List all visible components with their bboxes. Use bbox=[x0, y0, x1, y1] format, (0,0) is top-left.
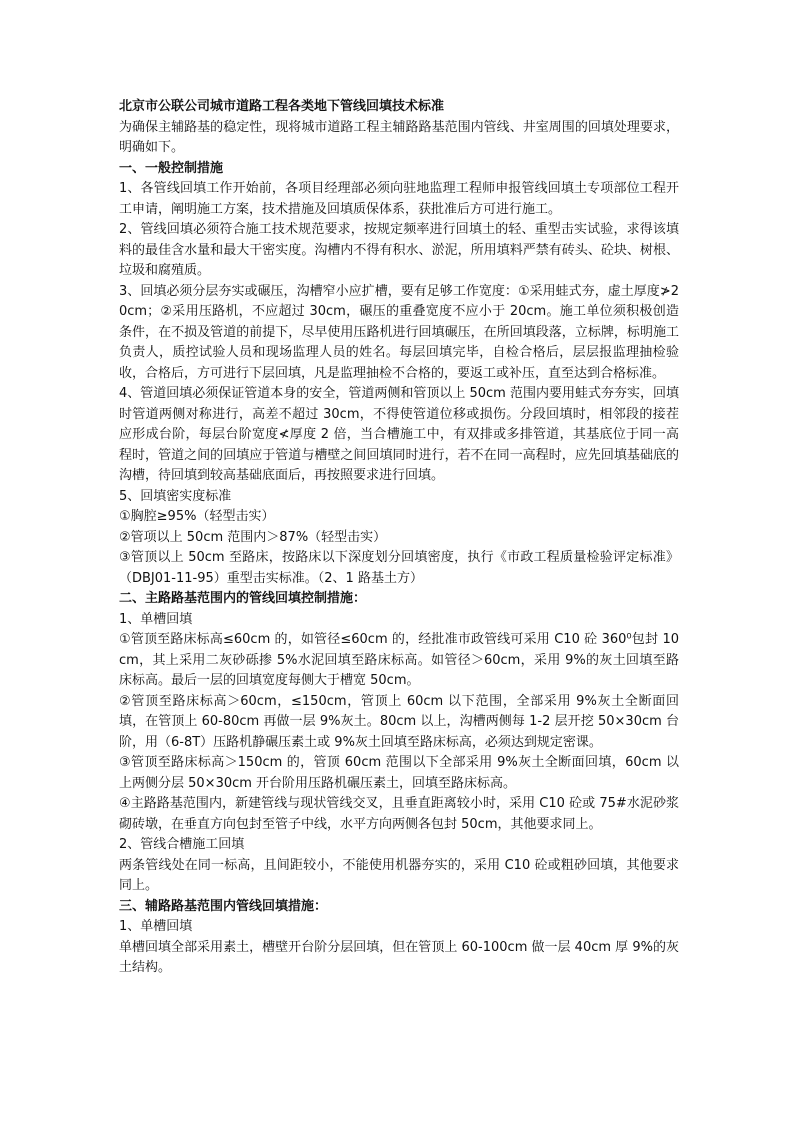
intro-paragraph: 为确保主辅路基的稳定性，现将城市道路工程主辅路路基范围内管线、井室周围的回填处理要求，明确如下。 bbox=[119, 119, 679, 155]
section-2-sub-1: 1、单槽回填 bbox=[119, 611, 193, 627]
section-1-heading: 一、一般控制措施 bbox=[119, 160, 224, 176]
section-3-item-1a: 单槽回填全部采用素土，槽壁开台阶分层回填，但在管顶上 60-100cm 做一层 40cm 厚 9%的灰土结构。 bbox=[119, 939, 679, 975]
section-2-item-1a: ①管顶至路床标高≤60cm 的，如管径≤60cm 的，经批准市政管线可采用 C10 砼 360⁰包封 10cm，其上采用二灰砂砾掺 5%水泥回填至路床标高。如管径＞60cm，采用 9%的灰土回填至路床标高。最后一层的回填宽度每侧大于槽宽 50cm。 bbox=[119, 632, 679, 688]
section-3-heading: 三、辅路路基范围内管线回填措施： bbox=[119, 898, 328, 914]
document-page bbox=[119, 97, 679, 979]
section-2-item-2a: 两条管线处在同一标高，且间距较小，不能使用机器夯实的，采用 C10 砼或粗砂回填，其他要求同上。 bbox=[119, 857, 679, 893]
section-1-item-5b: ②管项以上 50cm 范围内＞87%（轻型击实） bbox=[119, 529, 387, 545]
document-title: 北京市公联公司城市道路工程各类地下管线回填技术标准 bbox=[119, 99, 445, 114]
section-1-item-4: 4、管道回填必须保证管道本身的安全，管道两侧和管顶以上 50cm 范围内要用蛙式夯夯实，回填时管道两侧对称进行，高差不超过 30cm，不得使管道位移或损伤。分段回填时，相邻段的接茬应形成台阶，每层台阶宽度≮厚度 2 倍，当合槽施工中，有双排或多排管道，其基底位于同一高程时，管道之间的回填应于管道与槽壁之间回填同时进行，若不在同一高程时，应先回填基础底的沟槽，待回填到较高基础底面后，再按照要求进行回填。 bbox=[119, 386, 679, 483]
section-2-item-1c: ③管顶至路床标高＞150cm 的，管顶 60cm 范围以下全部采用 9%灰土全断面回填，60cm 以上两侧分层 50×30cm 开台阶用压路机碾压素土，回填至路床标高。 bbox=[119, 755, 679, 791]
section-1-item-5c: ③管顶以上 50cm 至路床，按路床以下深度划分回填密度，执行《市政工程质量检验评定标准》（DBJ01-11-95）重型击实标准。（2、1 路基土方） bbox=[119, 550, 679, 586]
section-2-sub-2: 2、管线合槽施工回填 bbox=[119, 837, 245, 852]
section-1-item-1: 1、各管线回填工作开始前，各项目经理部必须向驻地监理工程师申报管线回填土专项部位工程开工申请，阐明施工方案，技术措施及回填质保体系，获批准后方可进行施工。 bbox=[119, 181, 679, 217]
section-1-item-3: 3、回填必须分层夯实或碾压，沟槽窄小应扩槽，要有足够工作宽度：①采用蛙式夯，虚土厚度≯20cm；②采用压路机，不应超过 30cm，碾压的重叠宽度不应小于 20cm。施工单位须积极创造条件，在不损及管道的前提下，尽早使用压路机进行回填碾压，在所回填段落，立标牌，标明施工负责人，质控试验人员和现场监理人员的姓名。每层回填完毕，自检合格后，层层报监理抽检验收，合格后，方可进行下层回填，凡是监理抽检不合格的，要返工或补压，直至达到合格标准。 bbox=[119, 283, 679, 381]
section-1-item-5: 5、回填密实度标准 bbox=[119, 488, 232, 504]
section-2-heading: 二、主路路基范围内的管线回填控制措施： bbox=[119, 591, 367, 606]
section-2-item-1d: ④主路路基范围内，新建管线与现状管线交叉，且垂直距离较小时，采用 C10 砼或 75#水泥砂浆砌砖墩，在垂直方向包封至管子中线，水平方向两侧各包封 50cm，其他要求同上。 bbox=[119, 796, 679, 832]
section-2-item-1b: ②管顶至路床标高＞60cm，≤150cm，管顶上 60cm 以下范围，全部采用 9%灰土全断面回填，在管顶上 60-80cm 再做一层 9%灰土。80cm 以上，沟槽两侧每 1-2 层开挖 50×30cm 台阶，用（6-8T）压路机静碾压素土或 9%灰土回填至路床标高，必须达到规定密课。 bbox=[119, 693, 679, 750]
section-1-item-2: 2、管线回填必须符合施工技术规范要求，按规定频率进行回填土的轻、重型击实试验，求得该填料的最佳含水量和最大干密实度。沟槽内不得有积水、淤泥，所用填料严禁有砖头、砼块、树根、垃圾和腐殖质。 bbox=[119, 222, 679, 278]
section-1-item-5a: ①胸腔≥95%（轻型击实） bbox=[119, 509, 275, 524]
section-3-sub-1: 1、单槽回填 bbox=[119, 919, 193, 934]
